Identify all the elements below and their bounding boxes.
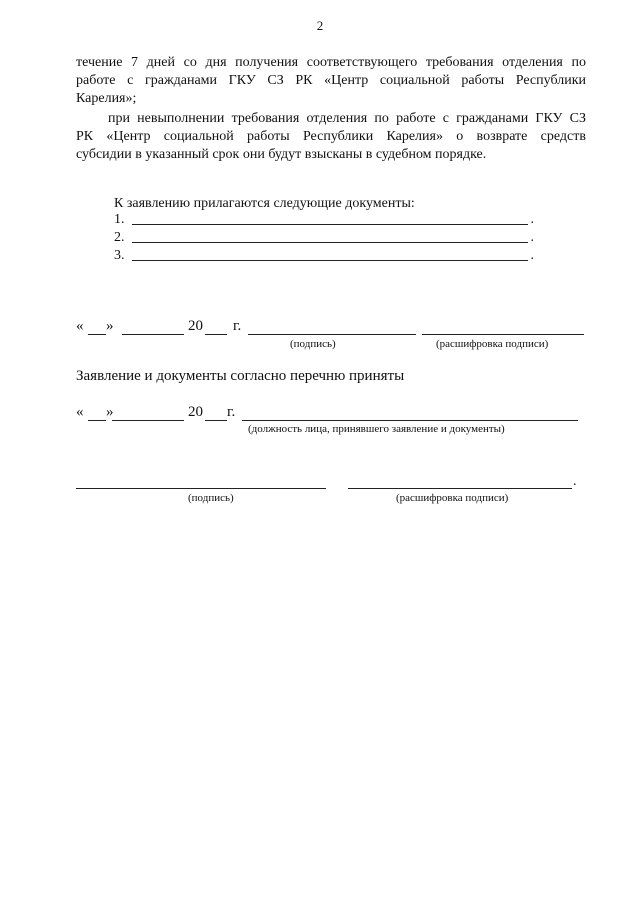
date-year-suffix: г. — [233, 318, 242, 334]
attachment-end-mark: . — [530, 212, 534, 227]
paragraph-line: работе с гражданами ГКУ СЗ РК «Центр социальной работы Республики — [76, 73, 586, 88]
signature-blank-line[interactable] — [76, 488, 326, 489]
page-number: 2 — [316, 18, 324, 33]
date-month-blank[interactable] — [112, 420, 184, 421]
transcript-blank-line[interactable] — [348, 488, 572, 489]
date-month-blank[interactable] — [122, 334, 184, 335]
paragraph-deadline — [76, 54, 586, 108]
date-quote-open: « — [76, 404, 84, 420]
paragraph-line: РК «Центр социальной работы Республики Карелия» о возврате средств — [76, 129, 586, 144]
date-quote-close: » — [106, 404, 114, 420]
signature-blank-line[interactable] — [248, 334, 416, 335]
signature-end-mark: . — [573, 474, 577, 489]
date-day-blank[interactable] — [88, 420, 106, 421]
attachment-blank-line[interactable] — [132, 260, 528, 261]
paragraph-court-recovery — [76, 110, 586, 164]
attachment-row-3 — [114, 246, 534, 264]
date-quote-open: « — [76, 318, 84, 334]
attachment-blank-line[interactable] — [132, 242, 528, 243]
date-year-prefix: 20 — [188, 404, 203, 420]
attachment-number: 1. — [114, 212, 125, 227]
position-caption: (должность лица, принявшего заявление и документы) — [248, 423, 505, 435]
signature-caption: (подпись) — [290, 338, 336, 350]
date-day-blank[interactable] — [88, 334, 106, 335]
paragraph-line: Карелия»; — [76, 91, 137, 106]
transcript-caption: (расшифровка подписи) — [396, 492, 509, 504]
paragraph-line: субсидии в указанный срок они будут взысканы в судебном порядке. — [76, 147, 487, 162]
attachment-number: 2. — [114, 230, 125, 245]
transcript-caption: (расшифровка подписи) — [436, 338, 549, 350]
position-blank-line[interactable] — [242, 420, 578, 421]
date-quote-close: » — [106, 318, 114, 334]
date-year-blank[interactable] — [205, 334, 227, 335]
attachment-row-2 — [114, 228, 534, 246]
attachments-intro: К заявлению прилагаются следующие документы: — [114, 196, 415, 211]
attachment-end-mark: . — [530, 230, 534, 245]
paragraph-line: при невыполнении требования отделения по работе с гражданами ГКУ СЗ — [108, 111, 586, 126]
signature-caption: (подпись) — [188, 492, 234, 504]
date-year-prefix: 20 — [188, 318, 203, 334]
transcript-blank-line[interactable] — [422, 334, 584, 335]
acceptance-heading: Заявление и документы согласно перечню приняты — [76, 368, 405, 384]
attachment-number: 3. — [114, 248, 125, 263]
date-year-suffix: г. — [227, 404, 236, 420]
attachment-row-1 — [114, 210, 534, 228]
attachment-end-mark: . — [530, 248, 534, 263]
date-year-blank[interactable] — [205, 420, 227, 421]
attachment-blank-line[interactable] — [132, 224, 528, 225]
paragraph-line: течение 7 дней со дня получения соответствующего требования отделения по — [76, 55, 586, 70]
